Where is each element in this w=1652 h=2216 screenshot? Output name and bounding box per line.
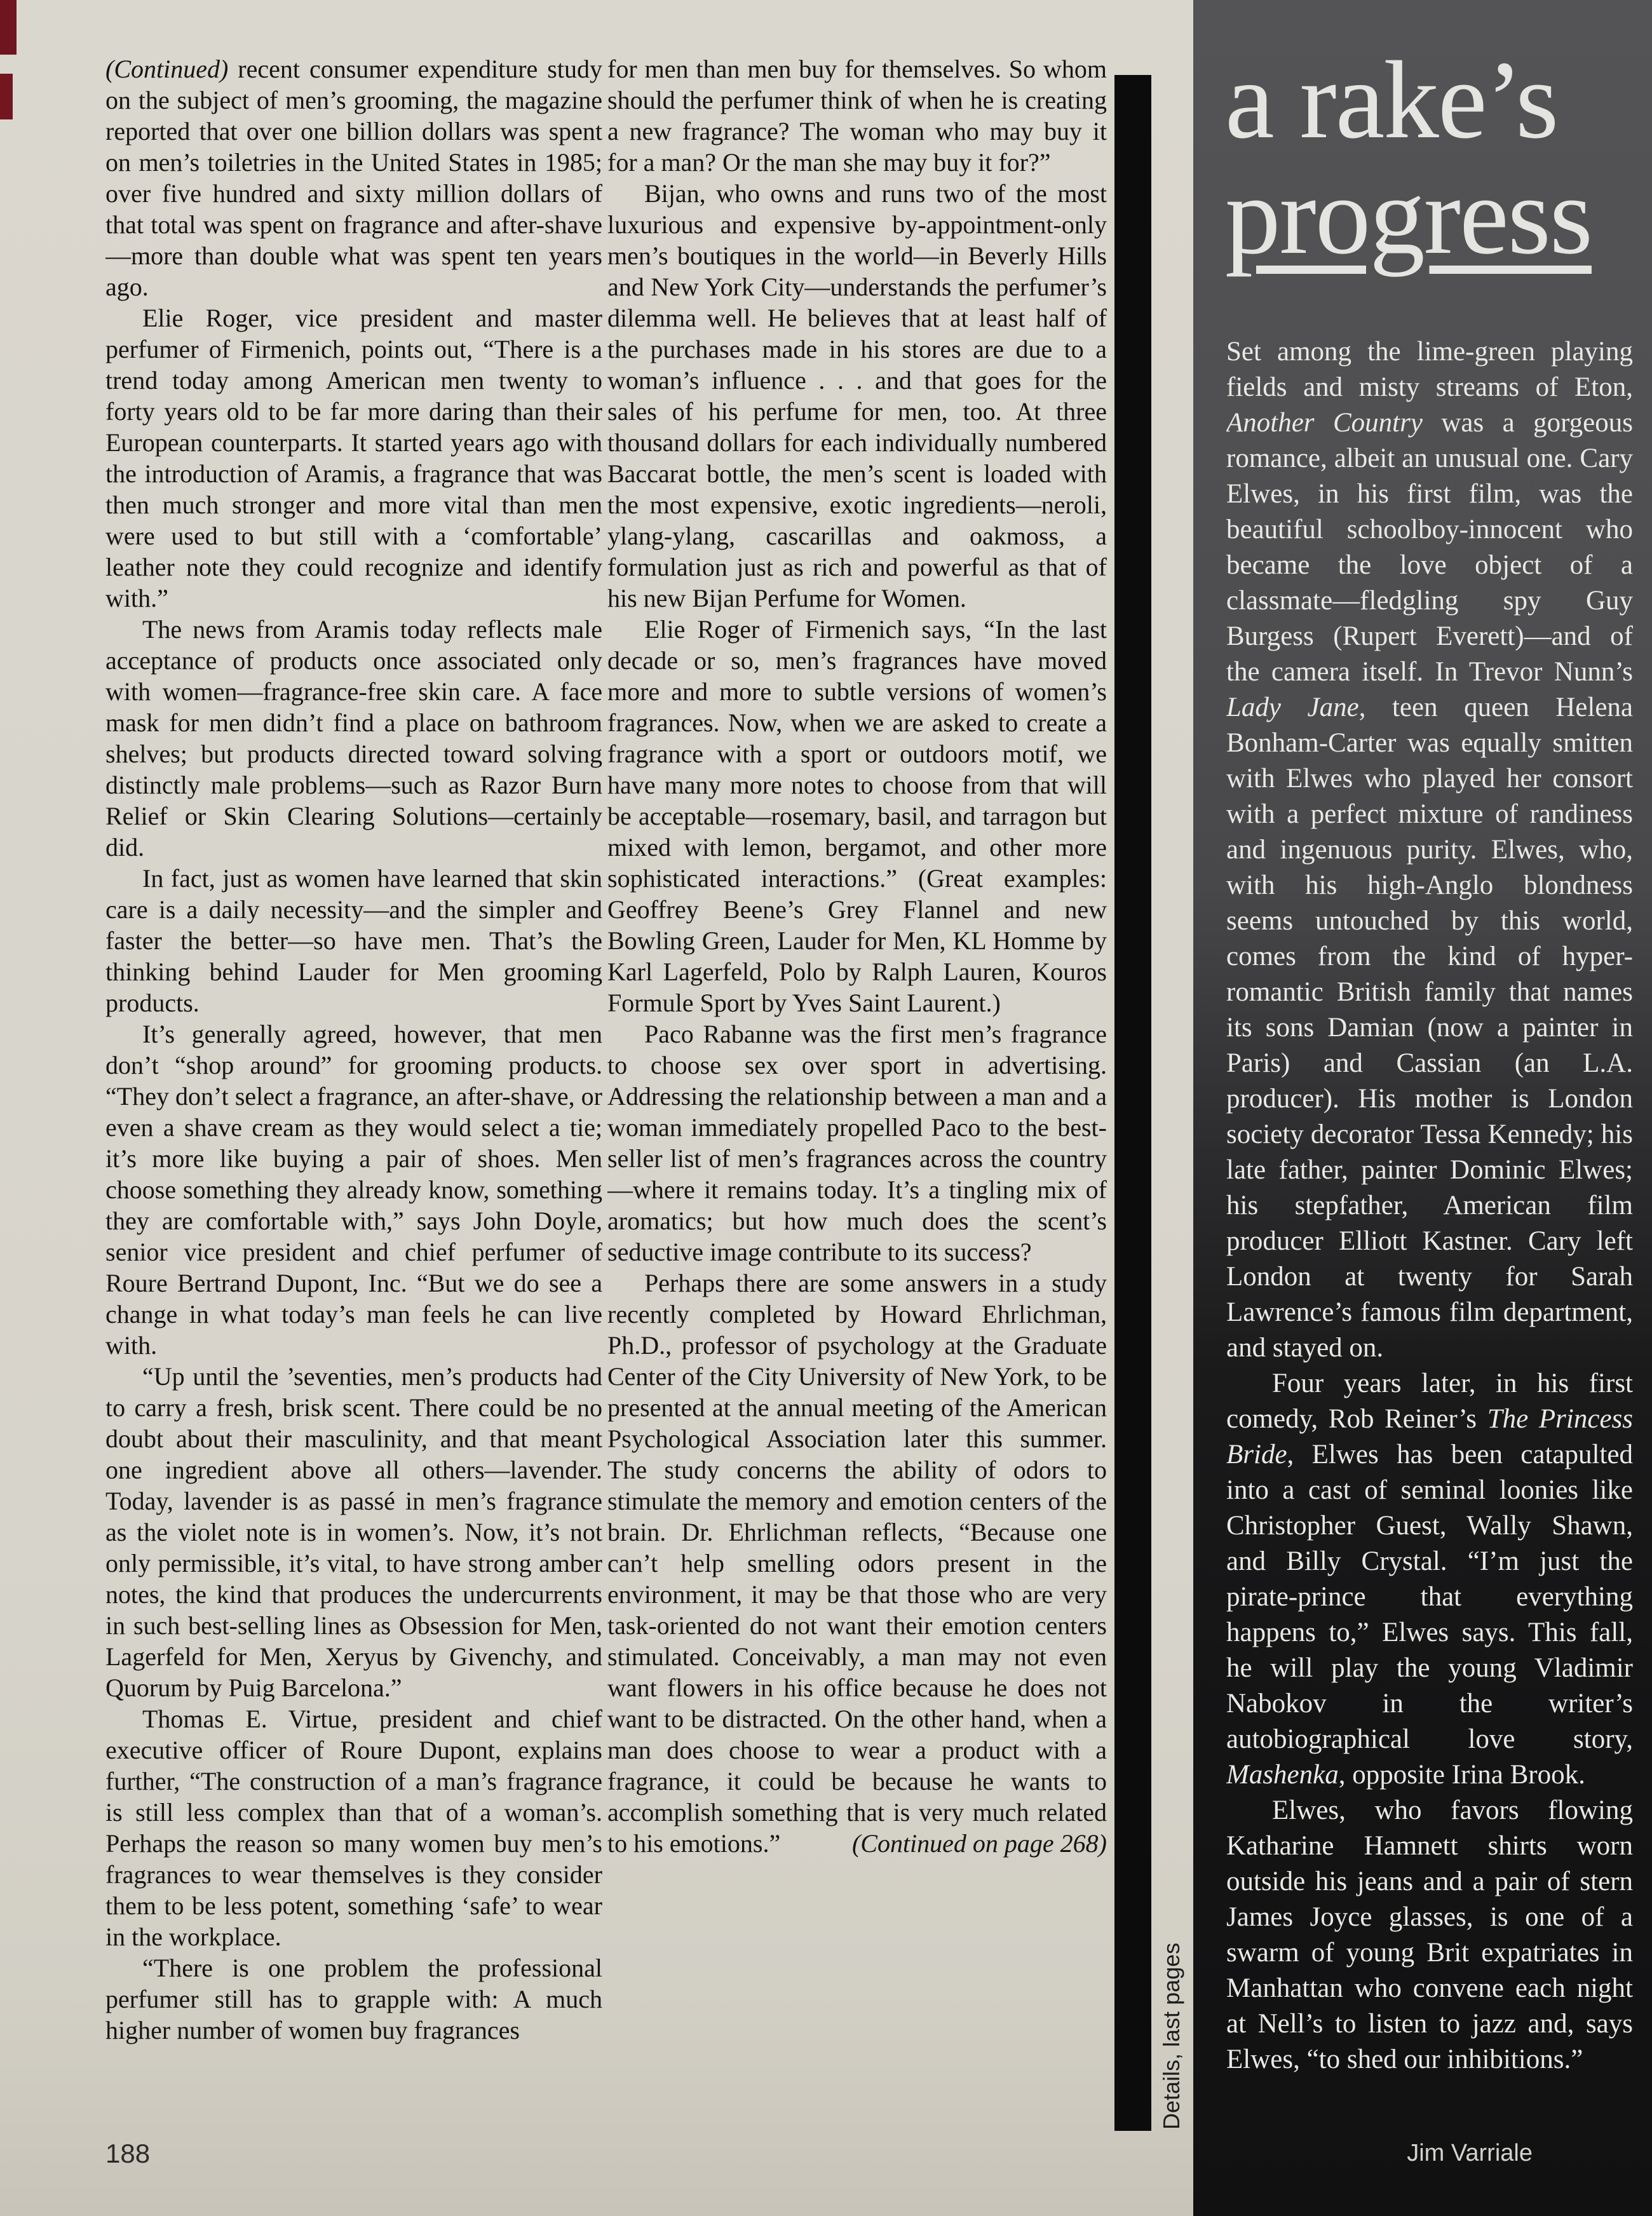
body-text: , Elwes has been catapulted into a cast of seminal loonies like Christopher Guest, Wally Shawn, and Billy Crystal. “I’m just the pirate-prince that everything happens to,” Elwes says. This fall, he will play the young Vladimir Nabokov in the writer’s autobiographical love story, [1226, 1440, 1633, 1754]
body-text: The news from Aramis today reflects male acceptance of products once associated only with women—fragrance-free skin care. A face mask for men didn’t find a place on bathroom shelves; but products directed toward solving distinctly male problems—such as Razor Burn Relief or Skin Clearing Solutions—certainly did. [105, 615, 602, 861]
paragraph [607, 1267, 1107, 1859]
body-text: , opposite Irina Brook. [1338, 1760, 1585, 1790]
paragraph [607, 614, 1107, 1018]
italic-text: The Princess Bride [1226, 1404, 1633, 1469]
italic-text: Lady Jane [1226, 692, 1359, 722]
feature-title-line2: progress [1225, 154, 1592, 277]
paragraph [105, 614, 602, 863]
paragraph [105, 53, 602, 302]
paragraph [105, 1952, 602, 2046]
body-text: Set among the lime-green playing fields and misty streams of Eton, [1226, 337, 1633, 402]
body-text: Thomas E. Virtue, president and chief executive officer of Roure Dupont, explains further, “The construction of a man’s fragrance is still less complex than that of a woman’s. Perhaps the reason so many women buy men’s fragrances to wear themselves is they consider them to be less potent, something ‘safe’ to wear in the workplace. [105, 1705, 602, 1951]
italic-text: (Continued) [105, 55, 238, 83]
paragraph [105, 1018, 602, 1361]
paragraph [105, 1703, 602, 1952]
body-text: Paco Rabanne was the first men’s fragrance to choose sex over sport in advertising. Addressing the relationship between a man and a woman immediately propelled Paco to the best-seller list of men’s fragrances across the country—where it remains today. It’s a tingling mix of aromatics; but how much does the scent’s seductive image contribute to its success? [607, 1020, 1107, 1266]
body-text: for men than men buy for themselves. So whom should the perfumer think of when he is creating a new fragrance? The woman who may buy it for a man? Or the man she may buy it for?” [607, 55, 1107, 177]
paragraph [607, 1018, 1107, 1267]
scan-artifact [0, 0, 17, 55]
body-text: Elie Roger of Firmenich says, “In the last decade or so, men’s fragrances have moved more and more to subtle versions of women’s fragrances. Now, when we are asked to create a fragrance with a sport or outdoors motif, we have many more notes to choose from that will be acceptable—rosemary, basil, and tarragon but mixed with lemon, bergamot, and other more sophisticated interactions.” (Great examples: Geoffrey Beene’s Grey Flannel and new Bowling Green, Lauder for Men, KL Homme by Karl Lagerfeld, Polo by Ralph Lauren, Kouros Formule Sport by Yves Saint Laurent.) [607, 615, 1107, 1017]
paragraph [1226, 1793, 1633, 2078]
body-text: , teen queen Helena Bonham-Carter was equally smitten with Elwes who played her consort with a perfect mixture of randiness and ingenuous purity. Elwes, who, with his high-Anglo blondness seems untouched by this world, comes from the kind of hyper-romantic British family that names its sons Damian (now a painter in Paris) and Cassian (an L.A. producer). His mother is London society decorator Tessa Kennedy; his late father, painter Dominic Elwes; his stepfather, American film producer Elliott Kastner. Cary left London at twenty for Sarah Lawrence’s famous film department, and stayed on. [1226, 692, 1633, 1363]
body-text: “Up until the ’seventies, men’s products had to carry a fresh, brisk scent. There could be no doubt about their masculinity, and that meant one ingredient above all others—lavender. Today, lavender is as passé in men’s fragrance as the violet note is in women’s. Now, it’s not only permissible, it’s vital, to have strong amber notes, the kind that produces the undercurrents in such best-selling lines as Obsession for Men, Lagerfeld for Men, Xeryus by Givenchy, and Quorum by Puig Barcelona.” [105, 1362, 602, 1702]
photo-credit: Jim Varriale [1407, 2140, 1533, 2166]
article-column-left [105, 53, 602, 2118]
article-column-middle [607, 53, 1107, 2118]
page-number: 188 [105, 2138, 151, 2168]
body-text: Perhaps there are some answers in a study recently completed by Howard Ehrlichman, Ph.D., professor of psychology at the Graduate Center of the City University of New York, to be presented at the annual meeting of the American Psychological Association later this summer. The study concerns the ability of odors to stimulate the memory and emotion centers of the brain. Dr. Ehrlichman reflects, “Because one can’t help smelling odors present in the environment, it may be that those who are very task-oriented do not want their emotion centers stimulated. Conceivably, a man may not even want flowers in his office because he does not want to be distracted. On the other hand, when a man does choose to wear a product with a fragrance, it could be because he wants to accomplish something that is very much related to his emotions.” [607, 1269, 1107, 1858]
paragraph [607, 178, 1107, 614]
sidebar-vertical-note: Details, last pages [1158, 1942, 1184, 2130]
paragraph [105, 863, 602, 1018]
body-text: “There is one problem the professional perfumer still has to grapple with: A much higher number of women buy fragrances [105, 1954, 602, 2044]
body-text: It’s generally agreed, however, that men don’t “shop around” for grooming products. “They don’t select a fragrance, an after-shave, or even a shave cream as they would select a tie; it’s more like buying a pair of shoes. Men choose something they already know, something they are comfortable with,” says John Doyle, senior vice president and chief perfumer of Roure Bertrand Dupont, Inc. “But we do see a change in what today’s man feels he can live with. [105, 1020, 602, 1360]
body-text: was a gorgeous romance, albeit an unusual one. Cary Elwes, in his first film, was the beautiful schoolboy-innocent who became the love object of a classmate—fledgling spy Guy Burgess (Rupert Everett)—and of the camera itself. In Trevor Nunn’s [1226, 408, 1633, 687]
continued-note: (Continued on page 268) [851, 1829, 1107, 1858]
feature-panel [1193, 0, 1652, 2216]
column-divider-bar [1114, 75, 1151, 2131]
paragraph [607, 53, 1107, 178]
body-text: In fact, just as women have learned that skin care is a daily necessity—and the simpler and faster the better—so have men. That’s the thinking behind Lauder for Men grooming products. [105, 864, 602, 1017]
scan-artifact [0, 74, 13, 119]
feature-title [1225, 38, 1633, 277]
italic-text: Another Country [1226, 408, 1423, 438]
paragraph [1226, 1366, 1633, 1793]
body-text: recent consumer expenditure study on the subject of men’s grooming, the magazine reported that over one billion dollars was spent on men’s toiletries in the United States in 1985; over five hundred and sixty million dollars of that total was spent on fragrance and after-shave—more than double what was spent ten years ago. [105, 55, 602, 301]
paragraph [105, 302, 602, 614]
body-text: Four years later, in his first comedy, Rob Reiner’s [1226, 1368, 1633, 1434]
paragraph [1226, 334, 1633, 1366]
body-text: Bijan, who owns and runs two of the most luxurious and expensive by-appointment-only men’s boutiques in the world—in Beverly Hills and New York City—understands the perfumer’s dilemma well. He believes that at least half of the purchases made in his stores are due to a woman’s influence . . . and that goes for the sales of his perfume for men, too. At three thousand dollars for each individually numbered Baccarat bottle, the men’s scent is loaded with the most expensive, exotic ingredients—neroli, ylang-ylang, cascarillas and oakmoss, a formulation just as rich and powerful as that of his new Bijan Perfume for Women. [607, 179, 1107, 612]
body-text: Elie Roger, vice president and master perfumer of Firmenich, points out, “There is a trend today among American men twenty to forty years old to be far more daring than their European counterparts. It started years ago with the introduction of Aramis, a fragrance that was then much stronger and more vital than men were used to but still with a ‘comfortable’ leather note they could recognize and identify with.” [105, 304, 602, 612]
paragraph [105, 1361, 602, 1703]
body-text: Elwes, who favors flowing Katharine Hamnett shirts worn outside his jeans and a pair of stern James Joyce glasses, is one of a swarm of young Brit expatriates in Manhattan who convene each night at Nell’s to listen to jazz and, says Elwes, “to shed our inhibitions.” [1226, 1795, 1633, 2074]
feature-title-line1: a rake’s [1225, 38, 1558, 161]
italic-text: Mashenka [1226, 1760, 1339, 1790]
feature-body [1226, 334, 1633, 2078]
